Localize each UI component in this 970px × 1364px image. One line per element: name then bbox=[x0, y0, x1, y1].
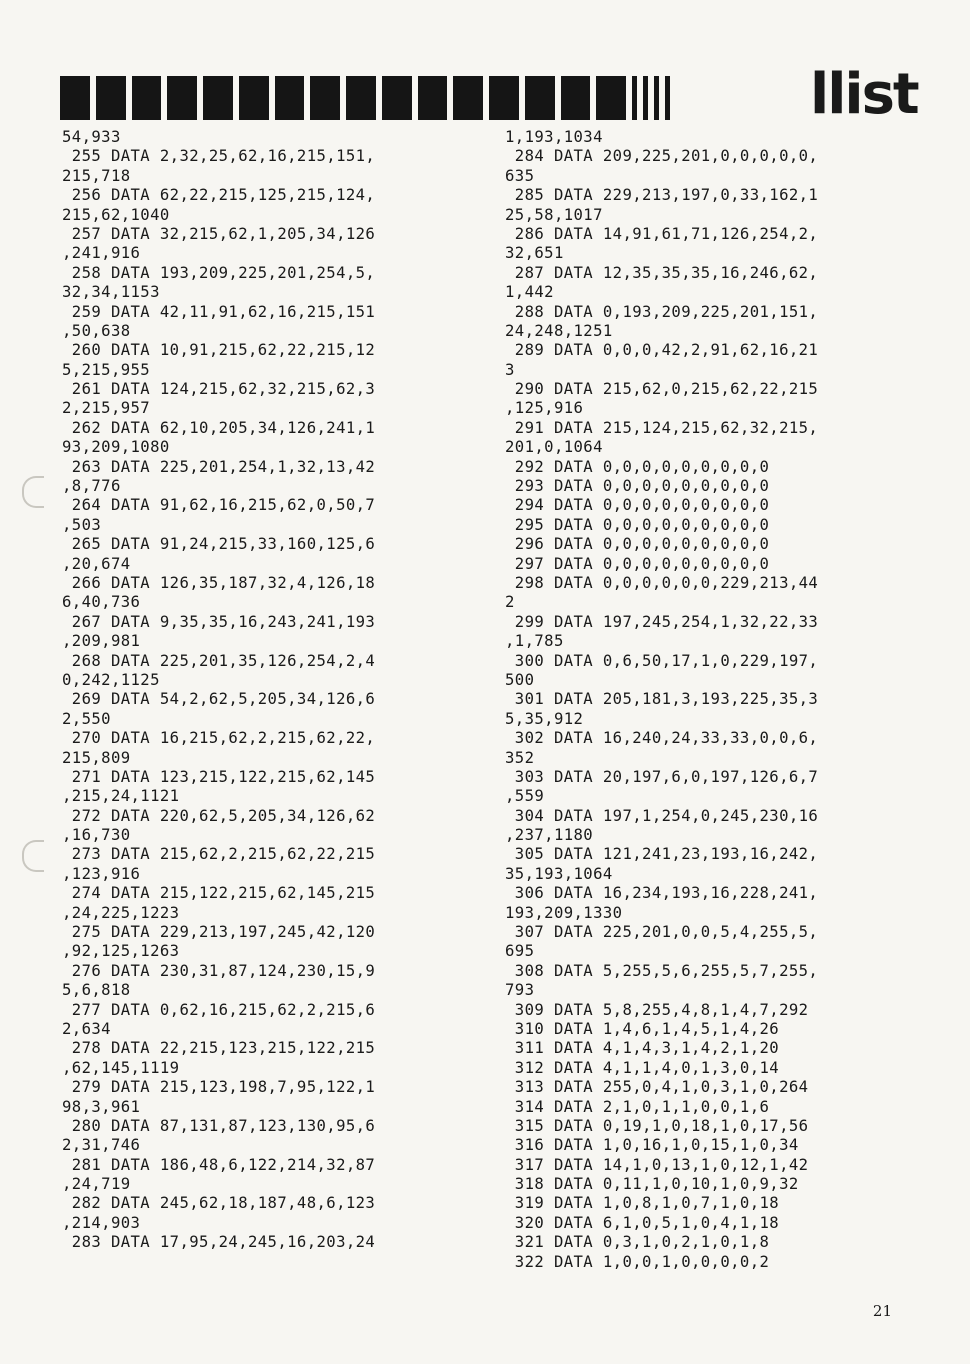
listing-line: 201,0,1064 bbox=[505, 438, 603, 457]
listing-line: 2 bbox=[505, 593, 515, 612]
listing-line: 256 DATA 62,22,215,125,215,124, bbox=[62, 186, 376, 205]
listing-line: 278 DATA 22,215,123,215,122,215 bbox=[62, 1039, 376, 1058]
listing-line: 98,3,961 bbox=[62, 1097, 141, 1116]
listing-line: 268 DATA 225,201,35,126,254,2,4 bbox=[62, 651, 376, 670]
listing-line: 317 DATA 14,1,0,13,1,0,12,1,42 bbox=[505, 1155, 809, 1174]
listing-line: 274 DATA 215,122,215,62,145,215 bbox=[62, 884, 376, 903]
listing-line: ,50,638 bbox=[62, 321, 131, 340]
listing-line: 32,651 bbox=[505, 244, 564, 263]
listing-line: ,559 bbox=[505, 787, 545, 806]
listing-line: ,24,719 bbox=[62, 1175, 131, 1194]
listing-line: 255 DATA 2,32,25,62,16,215,151, bbox=[62, 147, 376, 166]
listing-line: 264 DATA 91,62,16,215,62,0,50,7 bbox=[62, 496, 376, 515]
listing-line: 318 DATA 0,11,1,0,10,1,0,9,32 bbox=[505, 1175, 799, 1194]
listing-line: 310 DATA 1,4,6,1,4,5,1,4,26 bbox=[505, 1019, 780, 1038]
listing-line: 25,58,1017 bbox=[505, 205, 603, 224]
listing-column-right bbox=[505, 128, 905, 1272]
listing-line: 215,809 bbox=[62, 748, 131, 767]
stripe-block bbox=[167, 76, 197, 120]
stripe-line bbox=[643, 76, 648, 120]
listing-line: 307 DATA 225,201,0,0,5,4,255,5, bbox=[505, 923, 819, 942]
listing-line: 5,215,955 bbox=[62, 360, 151, 379]
listing-line: 2,31,746 bbox=[62, 1136, 141, 1155]
listing-line: ,503 bbox=[62, 515, 102, 534]
page-number: 21 bbox=[872, 1302, 892, 1320]
header-stripe-bar bbox=[60, 76, 670, 120]
listing-line: 319 DATA 1,0,8,1,0,7,1,0,18 bbox=[505, 1194, 780, 1213]
listing-line: 263 DATA 225,201,254,1,32,13,42 bbox=[62, 457, 376, 476]
listing-line: 288 DATA 0,193,209,225,201,151, bbox=[505, 302, 819, 321]
listing-line: 276 DATA 230,31,87,124,230,15,9 bbox=[62, 961, 376, 980]
listing-line: 272 DATA 220,62,5,205,34,126,62 bbox=[62, 806, 376, 825]
binder-hole bbox=[22, 476, 44, 508]
listing-line: 3 bbox=[505, 360, 515, 379]
listing-line: 290 DATA 215,62,0,215,62,22,215 bbox=[505, 380, 819, 399]
listing-line: ,214,903 bbox=[62, 1213, 141, 1232]
listing-line: 273 DATA 215,62,2,215,62,22,215 bbox=[62, 845, 376, 864]
listing-line: 352 bbox=[505, 748, 535, 767]
listing-line: 258 DATA 193,209,225,201,254,5, bbox=[62, 263, 376, 282]
listing-line: 284 DATA 209,225,201,0,0,0,0,0, bbox=[505, 147, 819, 166]
listing-line: ,215,24,1121 bbox=[62, 787, 180, 806]
listing-line: 270 DATA 16,215,62,2,215,62,22, bbox=[62, 729, 376, 748]
stripe-block bbox=[596, 76, 626, 120]
listing-line: 275 DATA 229,213,197,245,42,120 bbox=[62, 923, 376, 942]
listing-line: 280 DATA 87,131,87,123,130,95,6 bbox=[62, 1116, 376, 1135]
listing-line: 260 DATA 10,91,215,62,22,215,12 bbox=[62, 341, 376, 360]
listing-line: 277 DATA 0,62,16,215,62,2,215,6 bbox=[62, 1000, 376, 1019]
listing-line: ,125,916 bbox=[505, 399, 584, 418]
stripe-block bbox=[453, 76, 483, 120]
listing-line: 2,550 bbox=[62, 709, 111, 728]
listing-line: 299 DATA 197,245,254,1,32,22,33 bbox=[505, 612, 819, 631]
listing-line: 215,718 bbox=[62, 166, 131, 185]
listing-line: 283 DATA 17,95,24,245,16,203,24 bbox=[62, 1233, 376, 1252]
listing-line: ,241,916 bbox=[62, 244, 141, 263]
listing-line: 32,34,1153 bbox=[62, 283, 160, 302]
listing-line: 320 DATA 6,1,0,5,1,0,4,1,18 bbox=[505, 1213, 780, 1232]
listing-line: ,20,674 bbox=[62, 554, 131, 573]
stripe-block bbox=[239, 76, 269, 120]
listing-line: 302 DATA 16,240,24,33,33,0,0,6, bbox=[505, 729, 819, 748]
listing-line: 308 DATA 5,255,5,6,255,5,7,255, bbox=[505, 961, 819, 980]
list-logo: llist bbox=[810, 62, 918, 127]
stripe-block bbox=[96, 76, 126, 120]
listing-line: 306 DATA 16,234,193,16,228,241, bbox=[505, 884, 819, 903]
listing-line: 293 DATA 0,0,0,0,0,0,0,0,0 bbox=[505, 477, 770, 496]
listing-line: 261 DATA 124,215,62,32,215,62,3 bbox=[62, 380, 376, 399]
stripe-block bbox=[132, 76, 162, 120]
listing-line: 285 DATA 229,213,197,0,33,162,1 bbox=[505, 186, 819, 205]
listing-line: 314 DATA 2,1,0,1,1,0,0,1,6 bbox=[505, 1097, 770, 1116]
listing-line: 93,209,1080 bbox=[62, 438, 170, 457]
listing-line: 316 DATA 1,0,16,1,0,15,1,0,34 bbox=[505, 1136, 799, 1155]
listing-line: 265 DATA 91,24,215,33,160,125,6 bbox=[62, 535, 376, 554]
listing-line: 291 DATA 215,124,215,62,32,215, bbox=[505, 418, 819, 437]
listing-line: 5,6,818 bbox=[62, 981, 131, 1000]
listing-line: 301 DATA 205,181,3,193,225,35,3 bbox=[505, 690, 819, 709]
listing-line: ,237,1180 bbox=[505, 826, 594, 845]
listing-line: 5,35,912 bbox=[505, 709, 584, 728]
stripe-block bbox=[525, 76, 555, 120]
listing-line: 267 DATA 9,35,35,16,243,241,193 bbox=[62, 612, 376, 631]
listing-line: 793 bbox=[505, 981, 535, 1000]
listing-line: ,24,225,1223 bbox=[62, 903, 180, 922]
listing-line: 695 bbox=[505, 942, 535, 961]
stripe-block bbox=[60, 76, 90, 120]
listing-line: 35,193,1064 bbox=[505, 864, 613, 883]
listing-line: 311 DATA 4,1,4,3,1,4,2,1,20 bbox=[505, 1039, 780, 1058]
stripe-block bbox=[418, 76, 448, 120]
stripe-block bbox=[489, 76, 519, 120]
listing-line: 312 DATA 4,1,1,4,0,1,3,0,14 bbox=[505, 1058, 780, 1077]
listing-line: 292 DATA 0,0,0,0,0,0,0,0,0 bbox=[505, 457, 770, 476]
listing-line: 289 DATA 0,0,0,42,2,91,62,16,21 bbox=[505, 341, 819, 360]
listing-line: 259 DATA 42,11,91,62,16,215,151 bbox=[62, 302, 376, 321]
listing-line: ,62,145,1119 bbox=[62, 1058, 180, 1077]
listing-line: ,8,776 bbox=[62, 477, 121, 496]
listing-line: 500 bbox=[505, 670, 535, 689]
listing-line: 321 DATA 0,3,1,0,2,1,0,1,8 bbox=[505, 1233, 770, 1252]
listing-line: 193,209,1330 bbox=[505, 903, 623, 922]
listing-line: 305 DATA 121,241,23,193,16,242, bbox=[505, 845, 819, 864]
listing-line: 315 DATA 0,19,1,0,18,1,0,17,56 bbox=[505, 1116, 809, 1135]
listing-line: 271 DATA 123,215,122,215,62,145 bbox=[62, 767, 376, 786]
listing-line: 313 DATA 255,0,4,1,0,3,1,0,264 bbox=[505, 1078, 809, 1097]
listing-line: 322 DATA 1,0,0,1,0,0,0,0,2 bbox=[505, 1252, 770, 1271]
listing-line: 282 DATA 245,62,18,187,48,6,123 bbox=[62, 1194, 376, 1213]
stripe-block bbox=[275, 76, 305, 120]
listing-line: 257 DATA 32,215,62,1,205,34,126 bbox=[62, 224, 376, 243]
stripe-line bbox=[632, 76, 637, 120]
listing-line: 1,193,1034 bbox=[505, 128, 603, 146]
listing-line: 1,442 bbox=[505, 283, 554, 302]
listing-line: 286 DATA 14,91,61,71,126,254,2, bbox=[505, 224, 819, 243]
listing-line: 296 DATA 0,0,0,0,0,0,0,0,0 bbox=[505, 535, 770, 554]
listing-line: 304 DATA 197,1,254,0,245,230,16 bbox=[505, 806, 819, 825]
listing-line: 24,248,1251 bbox=[505, 321, 613, 340]
listing-line: 2,215,957 bbox=[62, 399, 151, 418]
listing-line: ,123,916 bbox=[62, 864, 141, 883]
listing-line: 279 DATA 215,123,198,7,95,122,1 bbox=[62, 1078, 376, 1097]
listing-line: 309 DATA 5,8,255,4,8,1,4,7,292 bbox=[505, 1000, 809, 1019]
listing-line: 54,933 bbox=[62, 128, 121, 146]
listing-line: 6,40,736 bbox=[62, 593, 141, 612]
listing-line: 298 DATA 0,0,0,0,0,0,229,213,44 bbox=[505, 573, 819, 592]
listing-line: 303 DATA 20,197,6,0,197,126,6,7 bbox=[505, 767, 819, 786]
listing-line: 2,634 bbox=[62, 1019, 111, 1038]
listing-line: 281 DATA 186,48,6,122,214,32,87 bbox=[62, 1155, 376, 1174]
stripe-block bbox=[310, 76, 340, 120]
listing-line: 287 DATA 12,35,35,35,16,246,62, bbox=[505, 263, 819, 282]
listing-line: 269 DATA 54,2,62,5,205,34,126,6 bbox=[62, 690, 376, 709]
listing-line: 215,62,1040 bbox=[62, 205, 170, 224]
listing-line: ,16,730 bbox=[62, 826, 131, 845]
listing-line: 635 bbox=[505, 166, 535, 185]
listing-line: ,92,125,1263 bbox=[62, 942, 180, 961]
listing-line: ,1,785 bbox=[505, 632, 564, 651]
listing-line: 294 DATA 0,0,0,0,0,0,0,0,0 bbox=[505, 496, 770, 515]
listing-line: 266 DATA 126,35,187,32,4,126,18 bbox=[62, 573, 376, 592]
listing-line: 0,242,1125 bbox=[62, 670, 160, 689]
listing-line: 300 DATA 0,6,50,17,1,0,229,197, bbox=[505, 651, 819, 670]
stripe-block bbox=[346, 76, 376, 120]
stripe-line bbox=[665, 76, 670, 120]
binder-hole bbox=[22, 840, 44, 872]
listing-line: 297 DATA 0,0,0,0,0,0,0,0,0 bbox=[505, 554, 770, 573]
listing-line: 262 DATA 62,10,205,34,126,241,1 bbox=[62, 418, 376, 437]
stripe-block bbox=[382, 76, 412, 120]
stripe-block bbox=[203, 76, 233, 120]
stripe-block bbox=[561, 76, 591, 120]
stripe-line bbox=[654, 76, 659, 120]
listing-column-left bbox=[62, 128, 462, 1253]
listing-line: ,209,981 bbox=[62, 632, 141, 651]
listing-line: 295 DATA 0,0,0,0,0,0,0,0,0 bbox=[505, 515, 770, 534]
